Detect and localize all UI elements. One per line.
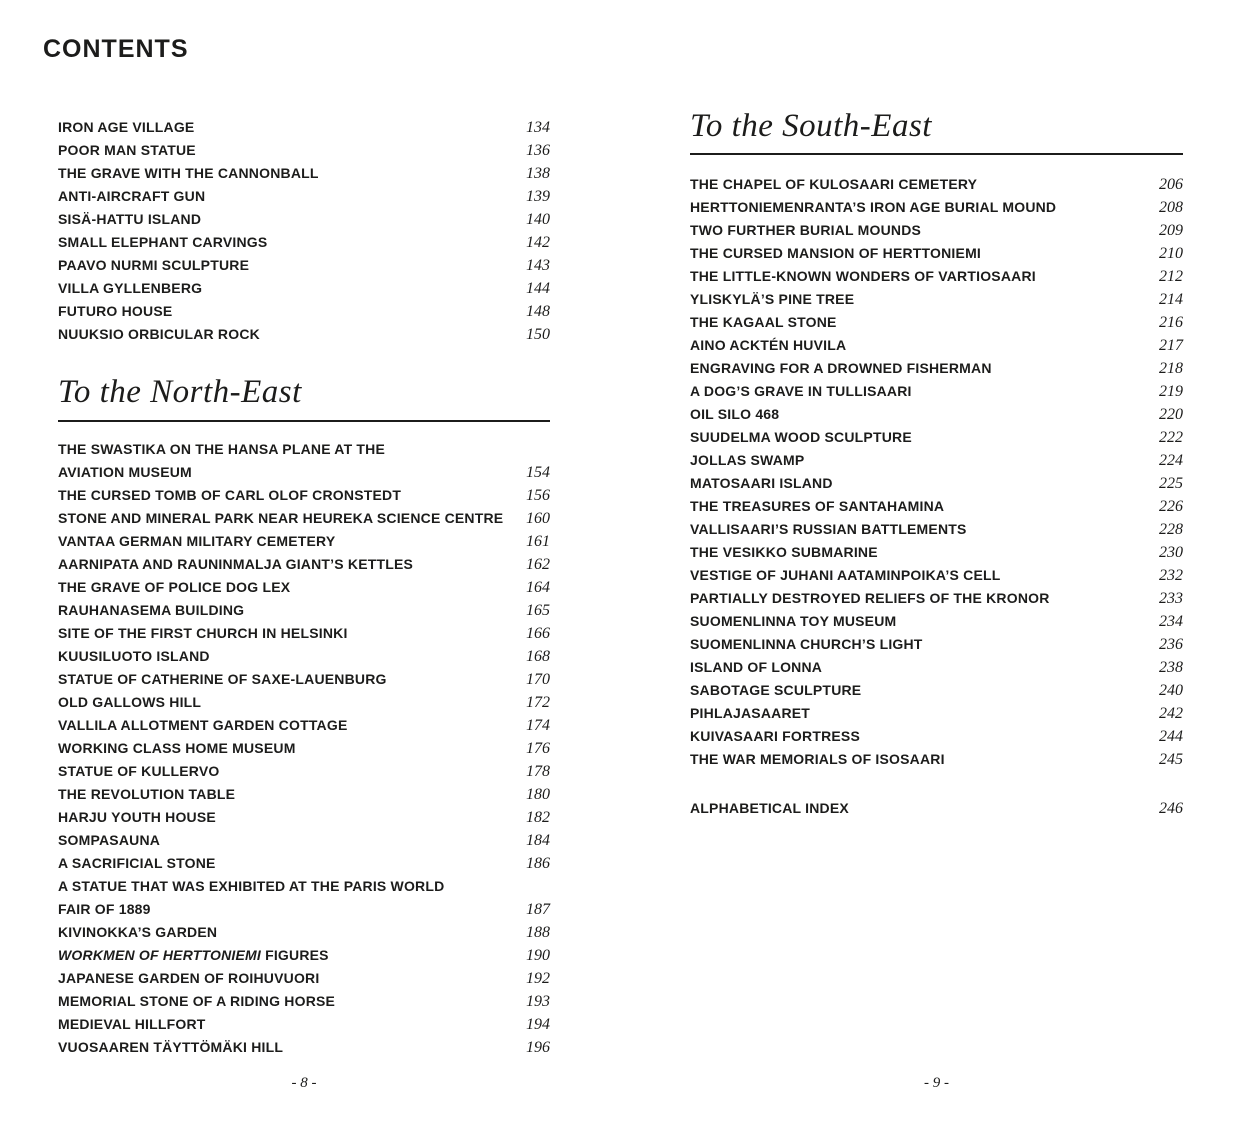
toc-entry-page: 136 (526, 142, 550, 159)
toc-section-south-east (690, 173, 1183, 820)
toc-section-intro (58, 116, 550, 346)
page-number-folio-left: - 8 - (291, 1075, 317, 1091)
toc-entry-row (690, 380, 1183, 403)
toc-entry-row (58, 622, 550, 645)
toc-entry-title (58, 645, 210, 668)
toc-entry-row (58, 668, 550, 691)
toc-entry-title-part: VILLA GYLLENBERG (58, 280, 203, 296)
toc-entry-row (58, 645, 550, 668)
toc-entry-page: 160 (526, 510, 550, 527)
toc-entry-row (690, 449, 1183, 472)
toc-entry-row (690, 403, 1183, 426)
toc-entry-page: 244 (1159, 728, 1183, 745)
toc-entry-title-part: FAIR OF 1889 (58, 901, 151, 917)
toc-entry-page: 184 (526, 832, 550, 849)
toc-entry-page: 140 (526, 211, 550, 228)
toc-entry-page: 236 (1159, 636, 1183, 653)
toc-entry-page: 225 (1159, 475, 1183, 492)
toc-entry-title (58, 231, 267, 254)
toc-entry-title (58, 668, 387, 691)
toc-entry-row (690, 495, 1183, 518)
toc-entry-title-part: SABOTAGE SCULPTURE (690, 682, 862, 698)
toc-entry-title (58, 898, 151, 921)
toc-entry-row (58, 484, 550, 507)
toc-entry-title (58, 530, 335, 553)
toc-entry-page: 190 (526, 947, 550, 964)
toc-entry-title (58, 875, 444, 898)
toc-entry-row (690, 357, 1183, 380)
toc-entry-title-part: OLD GALLOWS HILL (58, 694, 202, 710)
toc-entry-title-part: JOLLAS SWAMP (690, 452, 805, 468)
toc-entry-title-part: VALLILA ALLOTMENT GARDEN COTTAGE (58, 717, 348, 733)
toc-entry-title (690, 472, 833, 495)
toc-entry-page: 144 (526, 280, 550, 297)
toc-entry-page: 214 (1159, 291, 1183, 308)
toc-entry-title (58, 829, 160, 852)
toc-entry-title (58, 737, 296, 760)
toc-entry-page: 178 (526, 763, 550, 780)
toc-entry-title-part: VUOSAAREN TÄYTTÖMÄKI HILL (58, 1039, 284, 1055)
section-rule-north-east (58, 420, 550, 422)
toc-entry-page: 232 (1159, 567, 1183, 584)
toc-entry-page: 224 (1159, 452, 1183, 469)
toc-entry-row (58, 1036, 550, 1059)
toc-entry-title-part: A DOG’S GRAVE IN TULLISAARI (690, 383, 912, 399)
toc-entry-page: 161 (526, 533, 550, 550)
toc-entry-page: 170 (526, 671, 550, 688)
toc-entry-title-part: PAAVO NURMI SCULPTURE (58, 257, 250, 273)
toc-entry-title-part: SOMPASAUNA (58, 832, 161, 848)
toc-entry-title-part: THE CURSED TOMB OF CARL OLOF CRONSTEDT (58, 487, 402, 503)
toc-entry-row (58, 323, 550, 346)
toc-entry-page: 138 (526, 165, 550, 182)
section-rule-south-east (690, 153, 1183, 155)
toc-entry-title-part: THE TREASURES OF SANTAHAMINA (690, 498, 945, 514)
toc-entry-title (58, 185, 205, 208)
toc-entry-row (58, 254, 550, 277)
toc-entry-row (58, 553, 550, 576)
toc-entry-page: 193 (526, 993, 550, 1010)
toc-entry-title (690, 610, 896, 633)
toc-entry-row (690, 472, 1183, 495)
toc-entry-row (690, 518, 1183, 541)
toc-entry-page: 164 (526, 579, 550, 596)
toc-entry-title-part: A STATUE THAT WAS EXHIBITED AT THE PARIS WORLD (58, 878, 445, 894)
toc-entry-title-part: STONE AND MINERAL PARK NEAR HEUREKA SCIENCE CENTRE (58, 510, 504, 526)
toc-entry-title (58, 967, 319, 990)
toc-entry-title-part: THE CURSED MANSION OF HERTTONIEMI (690, 245, 982, 261)
toc-entry-title-part: ANTI-AIRCRAFT GUN (58, 188, 206, 204)
toc-entry-title (690, 242, 981, 265)
toc-entry-title (690, 380, 912, 403)
toc-entry-row (58, 231, 550, 254)
toc-entry-title (58, 806, 216, 829)
toc-entry-title (58, 714, 347, 737)
toc-entry-title-part: SUUDELMA WOOD SCULPTURE (690, 429, 912, 445)
toc-entry-title (690, 288, 854, 311)
toc-entry-title (690, 311, 837, 334)
toc-entry-title (58, 852, 216, 875)
toc-entry-title-part: MEMORIAL STONE OF A RIDING HORSE (58, 993, 336, 1009)
toc-entry-title-part: SISÄ-HATTU ISLAND (58, 211, 202, 227)
toc-entry-title-part: YLISKYLÄ’S PINE TREE (690, 291, 855, 307)
toc-entry-title-part: ISLAND OF LONNA (690, 659, 823, 675)
toc-entry-row (58, 691, 550, 714)
toc-entry-row (690, 610, 1183, 633)
toc-entry-row (58, 438, 550, 461)
toc-entry-title (690, 633, 923, 656)
toc-entry-row (690, 196, 1183, 219)
toc-entry-title-part: STATUE OF KULLERVO (58, 763, 220, 779)
toc-entry-title-italic-part: WORKMEN OF HERTTONIEMI (58, 947, 261, 963)
toc-entry-title (690, 679, 861, 702)
toc-entry-title-part: NUUKSIO ORBICULAR ROCK (58, 326, 260, 342)
toc-entry-page: 182 (526, 809, 550, 826)
toc-entry-page: 246 (1159, 800, 1183, 817)
toc-entry-row (58, 921, 550, 944)
toc-entry-row (690, 426, 1183, 449)
toc-spacer (690, 771, 1183, 797)
toc-entry-title (58, 553, 413, 576)
toc-entry-title (58, 162, 319, 185)
toc-entry-title (58, 622, 348, 645)
toc-entry-title (690, 495, 944, 518)
toc-entry-page: 206 (1159, 176, 1183, 193)
toc-entry-page: 165 (526, 602, 550, 619)
toc-entry-page: 186 (526, 855, 550, 872)
page-left (43, 0, 550, 1123)
toc-entry-row (58, 875, 550, 898)
toc-entry-title-part: AINO ACKTÉN HUVILA (690, 337, 847, 353)
toc-entry-page: 162 (526, 556, 550, 573)
toc-section-north-east (58, 438, 550, 1059)
toc-entry-title-part: POOR MAN STATUE (58, 142, 196, 158)
toc-entry-title-part: A SACRIFICIAL STONE (58, 855, 216, 871)
toc-entry-page: 217 (1159, 337, 1183, 354)
toc-entry-title-part: THE VESIKKO SUBMARINE (690, 544, 878, 560)
toc-entry-title-part: AARNIPATA AND RAUNINMALJA GIANT’S KETTLES (58, 556, 414, 572)
toc-entry-page: 134 (526, 119, 550, 136)
toc-entry-row (58, 507, 550, 530)
toc-entry-title-part: AVIATION MUSEUM (58, 464, 192, 480)
toc-entry-page: 218 (1159, 360, 1183, 377)
toc-entry-page: 156 (526, 487, 550, 504)
toc-entry-title-part: SUOMENLINNA TOY MUSEUM (690, 613, 897, 629)
toc-entry-title-part: THE GRAVE WITH THE CANNONBALL (58, 165, 319, 181)
toc-entry-title (58, 783, 235, 806)
toc-entry-title-part: HERTTONIEMENRANTA’S IRON AGE BURIAL MOUND (690, 199, 1057, 215)
toc-entry-title (58, 1036, 283, 1059)
toc-entry-title-part: MEDIEVAL HILLFORT (58, 1016, 206, 1032)
toc-entry-title (58, 990, 335, 1013)
toc-entry-row (690, 748, 1183, 771)
toc-entry-title-part: IRON AGE VILLAGE (58, 119, 195, 135)
toc-entry-row (690, 564, 1183, 587)
toc-entry-row (58, 737, 550, 760)
toc-entry-title-part: THE REVOLUTION TABLE (58, 786, 236, 802)
toc-entry-title-part: VESTIGE OF JUHANI AATAMINPOIKA’S CELL (690, 567, 1001, 583)
toc-entry-title-part: PARTIALLY DESTROYED RELIEFS OF THE KRONOR (690, 590, 1050, 606)
toc-entry-title (690, 449, 804, 472)
toc-entry-title (58, 599, 244, 622)
toc-entry-title (690, 797, 849, 820)
toc-entry-title (58, 254, 249, 277)
toc-entry-row (58, 576, 550, 599)
toc-entry-page: 150 (526, 326, 550, 343)
toc-entry-row (58, 714, 550, 737)
toc-entry-page: 238 (1159, 659, 1183, 676)
toc-entry-page: 222 (1159, 429, 1183, 446)
toc-entry-row (690, 679, 1183, 702)
toc-entry-title-part: VALLISAARI’S RUSSIAN BATTLEMENTS (690, 521, 967, 537)
toc-entry-row (690, 725, 1183, 748)
toc-entry-row (690, 541, 1183, 564)
toc-entry-page: 143 (526, 257, 550, 274)
toc-entry-page: 188 (526, 924, 550, 941)
toc-entry-row (58, 185, 550, 208)
toc-entry-title (58, 208, 201, 231)
toc-entry-row (58, 783, 550, 806)
toc-entry-title (690, 334, 846, 357)
toc-entry-title-part: RAUHANASEMA BUILDING (58, 602, 245, 618)
toc-entry-row (58, 1013, 550, 1036)
toc-entry-row (58, 208, 550, 231)
toc-entry-title (58, 507, 503, 530)
toc-entry-page: 240 (1159, 682, 1183, 699)
contents-title: CONTENTS (43, 35, 189, 63)
toc-entry-title-part: FUTURO HOUSE (58, 303, 173, 319)
toc-entry-title-part: THE WAR MEMORIALS OF ISOSAARI (690, 751, 945, 767)
toc-entry-row (690, 797, 1183, 820)
toc-entry-title-part: SUOMENLINNA CHURCH’S LIGHT (690, 636, 923, 652)
toc-entry-title (58, 300, 172, 323)
toc-entry-title-part: TWO FURTHER BURIAL MOUNDS (690, 222, 922, 238)
toc-entry-title (690, 196, 1056, 219)
toc-entry-page: 139 (526, 188, 550, 205)
toc-entry-row (58, 806, 550, 829)
toc-entry-row (690, 288, 1183, 311)
toc-entry-row (690, 173, 1183, 196)
section-header-south-east: To the South-East (690, 108, 932, 144)
toc-entry-page: 228 (1159, 521, 1183, 538)
toc-entry-page: 154 (526, 464, 550, 481)
toc-entry-row (58, 300, 550, 323)
toc-entry-row (58, 852, 550, 875)
toc-entry-title (690, 265, 1036, 288)
toc-entry-title-part: PIHLAJASAARET (690, 705, 811, 721)
toc-entry-page: 226 (1159, 498, 1183, 515)
toc-entry-row (58, 599, 550, 622)
toc-entry-title (58, 277, 202, 300)
toc-entry-row (690, 587, 1183, 610)
toc-entry-row (58, 530, 550, 553)
toc-entry-title (58, 576, 290, 599)
toc-entry-title-part: THE KAGAAL STONE (690, 314, 837, 330)
toc-entry-row (690, 702, 1183, 725)
toc-entry-title-part: THE CHAPEL OF KULOSAARI CEMETERY (690, 176, 978, 192)
toc-entry-page: 220 (1159, 406, 1183, 423)
toc-entry-page: 172 (526, 694, 550, 711)
toc-entry-row (58, 162, 550, 185)
toc-entry-title-part: THE GRAVE OF POLICE DOG LEX (58, 579, 291, 595)
toc-entry-page: 187 (526, 901, 550, 918)
toc-entry-row (58, 990, 550, 1013)
toc-entry-row (58, 944, 550, 967)
toc-entry-title (58, 139, 196, 162)
toc-entry-row (58, 116, 550, 139)
toc-entry-title-part: MATOSAARI ISLAND (690, 475, 833, 491)
toc-entry-title-part: WORKING CLASS HOME MUSEUM (58, 740, 296, 756)
toc-entry-row (690, 242, 1183, 265)
toc-entry-page: 210 (1159, 245, 1183, 262)
toc-entry-title-part: OIL SILO 468 (690, 406, 780, 422)
toc-entry-title (690, 702, 810, 725)
toc-entry-title-part: HARJU YOUTH HOUSE (58, 809, 216, 825)
toc-entry-title (58, 438, 385, 461)
toc-entry-row (58, 277, 550, 300)
toc-entry-page: 148 (526, 303, 550, 320)
toc-entry-title (690, 587, 1050, 610)
toc-entry-page: 194 (526, 1016, 550, 1033)
toc-entry-title (690, 748, 945, 771)
section-header-north-east: To the North-East (58, 374, 302, 410)
toc-entry-row (58, 139, 550, 162)
toc-entry-title-part: KIVINOKKA’S GARDEN (58, 924, 218, 940)
toc-entry-title-part: SMALL ELEPHANT CARVINGS (58, 234, 268, 250)
toc-entry-title-part: FIGURES (261, 947, 329, 963)
toc-entry-title-part: KUUSILUOTO ISLAND (58, 648, 210, 664)
toc-entry-page: 233 (1159, 590, 1183, 607)
toc-entry-row (58, 967, 550, 990)
toc-entry-title (690, 426, 912, 449)
toc-entry-page: 166 (526, 625, 550, 642)
toc-entry-row (690, 265, 1183, 288)
page-number-folio-right: - 9 - (924, 1075, 949, 1091)
toc-entry-row (58, 829, 550, 852)
toc-entry-page: 208 (1159, 199, 1183, 216)
toc-entry-title (58, 484, 401, 507)
toc-entry-page: 212 (1159, 268, 1183, 285)
toc-entry-page: 230 (1159, 544, 1183, 561)
toc-entry-title-part: ENGRAVING FOR A DROWNED FISHERMAN (690, 360, 992, 376)
toc-entry-page: 234 (1159, 613, 1183, 630)
toc-entry-title (58, 760, 220, 783)
toc-entry-row (58, 461, 550, 484)
toc-entry-row (58, 760, 550, 783)
toc-entry-title-part: JAPANESE GARDEN OF ROIHUVUORI (58, 970, 320, 986)
toc-entry-title (58, 116, 194, 139)
toc-entry-page: 242 (1159, 705, 1183, 722)
toc-entry-row (690, 219, 1183, 242)
toc-entry-row (58, 898, 550, 921)
toc-entry-title (58, 461, 192, 484)
toc-entry-row (690, 334, 1183, 357)
toc-entry-row (690, 633, 1183, 656)
toc-entry-page: 180 (526, 786, 550, 803)
toc-entry-page: 245 (1159, 751, 1183, 768)
toc-entry-title-part: KUIVASAARI FORTRESS (690, 728, 860, 744)
toc-entry-title (58, 1013, 206, 1036)
toc-entry-page: 209 (1159, 222, 1183, 239)
toc-entry-title (690, 403, 779, 426)
toc-entry-title-part: THE SWASTIKA ON THE HANSA PLANE AT THE (58, 441, 386, 457)
toc-entry-title (58, 323, 260, 346)
toc-entry-page: 176 (526, 740, 550, 757)
toc-entry-title (58, 921, 217, 944)
toc-entry-title (690, 357, 992, 380)
toc-entry-title (690, 173, 977, 196)
toc-entry-row (690, 311, 1183, 334)
toc-entry-page: 174 (526, 717, 550, 734)
toc-entry-title-part: STATUE OF CATHERINE OF SAXE-LAUENBURG (58, 671, 387, 687)
toc-entry-title-part: THE LITTLE-KNOWN WONDERS OF VARTIOSAARI (690, 268, 1036, 284)
toc-entry-page: 196 (526, 1039, 550, 1056)
toc-entry-title (58, 944, 329, 967)
toc-entry-title (58, 691, 201, 714)
page-right (690, 0, 1183, 1123)
toc-entry-row (690, 656, 1183, 679)
toc-entry-page: 142 (526, 234, 550, 251)
toc-entry-title (690, 219, 921, 242)
toc-entry-title-part: SITE OF THE FIRST CHURCH IN HELSINKI (58, 625, 348, 641)
toc-entry-title-part: ALPHABETICAL INDEX (690, 800, 849, 816)
toc-entry-page: 219 (1159, 383, 1183, 400)
toc-entry-title-part: VANTAA GERMAN MILITARY CEMETERY (58, 533, 336, 549)
toc-entry-title (690, 541, 878, 564)
toc-entry-page: 192 (526, 970, 550, 987)
toc-entry-title (690, 564, 1001, 587)
toc-entry-page: 168 (526, 648, 550, 665)
toc-entry-title (690, 518, 967, 541)
toc-entry-title (690, 656, 822, 679)
toc-entry-title (690, 725, 860, 748)
toc-entry-page: 216 (1159, 314, 1183, 331)
